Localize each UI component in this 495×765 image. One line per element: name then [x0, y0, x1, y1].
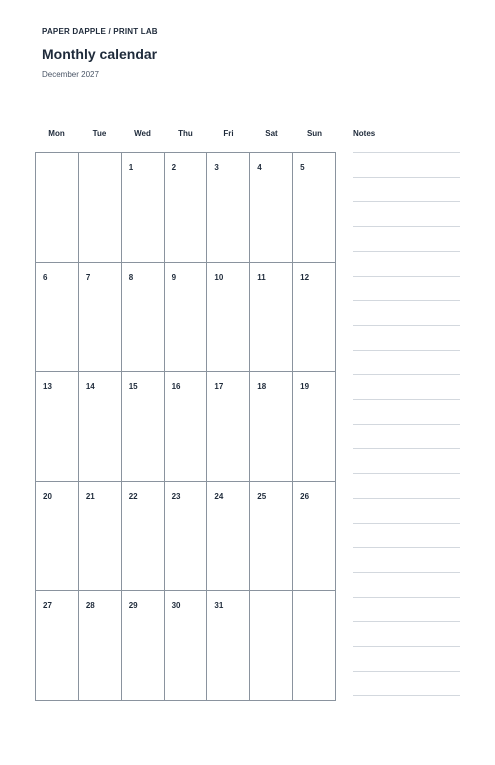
calendar-day-cell[interactable] — [79, 482, 122, 592]
weekday-header-row — [35, 129, 336, 141]
calendar-day-cell[interactable] — [293, 263, 336, 373]
calendar-day-cell[interactable] — [250, 482, 293, 592]
calendar-day-cell[interactable] — [36, 482, 79, 592]
note-line — [353, 177, 460, 178]
calendar-day-cell[interactable] — [36, 591, 79, 701]
calendar-day-cell[interactable] — [165, 153, 208, 263]
calendar-day-cell[interactable] — [250, 153, 293, 263]
day-number: 16 — [171, 382, 181, 392]
day-number: 19 — [300, 382, 310, 392]
note-line — [353, 597, 460, 598]
day-number: 14 — [85, 382, 95, 392]
weekday-header-tue: Tue — [92, 129, 107, 138]
calendar-day-cell[interactable] — [79, 153, 122, 263]
day-number: 2 — [171, 163, 177, 172]
page-title: Monthly calendar — [42, 46, 158, 62]
calendar-grid — [35, 152, 336, 701]
day-number: 31 — [214, 601, 224, 611]
day-number: 23 — [171, 491, 181, 501]
note-line — [353, 547, 460, 548]
calendar-day-cell[interactable] — [207, 482, 250, 592]
day-number: 28 — [85, 601, 95, 611]
calendar-day-cell[interactable] — [79, 372, 122, 482]
day-number: 27 — [43, 601, 52, 611]
day-number: 26 — [300, 491, 310, 501]
weekday-header-sun: Sun — [306, 129, 323, 138]
calendar-day-cell[interactable] — [165, 591, 208, 701]
calendar-day-cell[interactable] — [293, 372, 336, 482]
note-line — [353, 399, 460, 400]
brand-label: PAPER DAPPLE / PRINT LAB — [42, 27, 158, 36]
calendar-day-cell[interactable] — [207, 591, 250, 701]
day-number: 30 — [171, 601, 181, 611]
notes-label: Notes — [353, 129, 376, 138]
note-line — [353, 621, 460, 622]
day-number: 24 — [214, 491, 224, 501]
calendar-day-cell[interactable] — [207, 263, 250, 373]
note-line — [353, 572, 460, 573]
calendar-day-cell[interactable] — [165, 263, 208, 373]
day-number: 17 — [214, 382, 224, 392]
calendar-day-cell[interactable] — [250, 263, 293, 373]
weekday-header-thu: Thu — [178, 129, 193, 138]
note-line — [353, 523, 460, 524]
day-number: 25 — [257, 491, 267, 501]
note-line — [353, 695, 460, 696]
calendar-day-cell[interactable] — [165, 482, 208, 592]
calendar-day-cell[interactable] — [293, 153, 336, 263]
day-number: 12 — [300, 272, 310, 282]
calendar-day-cell[interactable] — [122, 591, 165, 701]
calendar-day-cell[interactable] — [122, 263, 165, 373]
day-number: 11 — [257, 272, 266, 282]
calendar-day-cell[interactable] — [293, 482, 336, 592]
weekday-header-sat: Sat — [265, 129, 278, 138]
note-line — [353, 152, 460, 153]
day-number: 8 — [128, 272, 134, 282]
day-number: 9 — [171, 272, 177, 282]
day-number: 22 — [128, 491, 138, 501]
note-line — [353, 374, 460, 375]
calendar-day-cell[interactable] — [122, 153, 165, 263]
month-subtitle: December 2027 — [42, 70, 99, 79]
note-line — [353, 201, 460, 202]
weekday-header-wed: Wed — [134, 129, 151, 138]
calendar-day-cell[interactable] — [122, 482, 165, 592]
note-line — [353, 276, 460, 277]
day-number: 21 — [85, 491, 95, 501]
calendar-day-cell[interactable] — [207, 153, 250, 263]
calendar-day-cell[interactable] — [165, 372, 208, 482]
note-line — [353, 671, 460, 672]
note-line — [353, 473, 460, 474]
note-line — [353, 424, 460, 425]
calendar-day-cell[interactable] — [207, 372, 250, 482]
calendar-day-cell[interactable] — [293, 591, 336, 701]
calendar-day-cell[interactable] — [79, 263, 122, 373]
calendar-day-cell[interactable] — [36, 263, 79, 373]
note-line — [353, 350, 460, 351]
calendar-day-cell[interactable] — [250, 372, 293, 482]
day-number: 6 — [43, 272, 48, 282]
note-line — [353, 251, 460, 252]
day-number: 5 — [300, 163, 305, 172]
note-line — [353, 646, 460, 647]
calendar-day-cell[interactable] — [250, 591, 293, 701]
weekday-header-fri: Fri — [223, 129, 234, 138]
day-number: 7 — [85, 272, 91, 282]
weekday-header-mon: Mon — [48, 129, 65, 138]
day-number: 29 — [128, 601, 138, 611]
day-number: 20 — [43, 491, 52, 501]
day-number: 1 — [128, 163, 134, 172]
calendar-day-cell[interactable] — [122, 372, 165, 482]
day-number: 3 — [214, 163, 219, 172]
calendar-day-cell[interactable] — [36, 372, 79, 482]
day-number: 18 — [257, 382, 267, 392]
day-number: 4 — [257, 163, 262, 172]
note-line — [353, 448, 460, 449]
calendar-day-cell[interactable] — [79, 591, 122, 701]
notes-area[interactable] — [353, 152, 460, 701]
note-line — [353, 325, 460, 326]
note-line — [353, 498, 460, 499]
day-number: 13 — [43, 382, 52, 392]
note-line — [353, 226, 460, 227]
day-number: 10 — [214, 272, 224, 282]
note-line — [353, 300, 460, 301]
calendar-day-cell[interactable] — [36, 153, 79, 263]
day-number: 15 — [128, 382, 138, 392]
